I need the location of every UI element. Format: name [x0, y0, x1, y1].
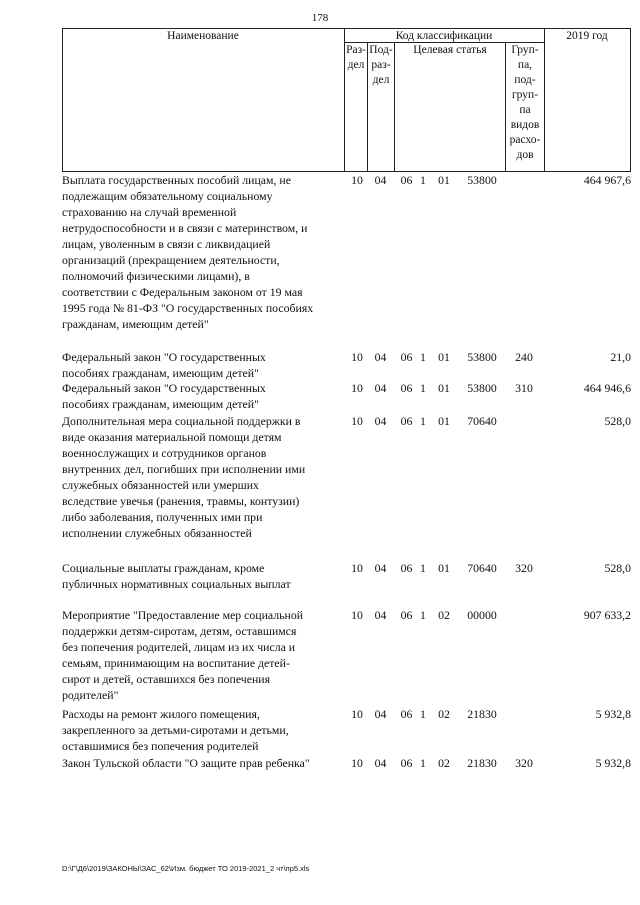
row-amount: 464 967,6 [583, 173, 631, 187]
row-expense-group: 320 [515, 756, 533, 770]
row-name: Социальные выплаты гражданам, кроме публичных нормативных социальных выплат [62, 561, 291, 591]
row-target-subprogram: 1 [420, 756, 426, 770]
row-razdel: 10 [351, 561, 363, 575]
header-target: Целевая статья [413, 44, 487, 56]
row-amount: 5 932,8 [595, 707, 631, 721]
row-target-activity: 02 [438, 707, 450, 721]
row-target-program: 06 [400, 414, 413, 428]
row-target-activity: 01 [438, 350, 450, 364]
row-target-code: 53800 [467, 350, 497, 364]
row-podrazdel: 04 [374, 608, 387, 622]
row-amount: 464 946,6 [583, 381, 631, 395]
row-expense-group: 320 [515, 561, 533, 575]
row-podrazdel: 04 [374, 414, 387, 428]
row-target-code: 70640 [467, 414, 497, 428]
row-podrazdel: 04 [374, 707, 387, 721]
row-target-activity: 01 [438, 381, 450, 395]
row-name: Мероприятие "Предоставление мер социальной поддержки детям-сиротам, детям, оставшимся без попечения родителей, лицам из их числа и семьям, принимающим на воспитание детей- сирот и детей, оставшихся без попечения родителей" [62, 608, 304, 702]
row-expense-group: 240 [515, 350, 533, 364]
row-name: Федеральный закон "О государственных пособиях гражданам, имеющим детей" [62, 381, 266, 411]
row-target-program: 06 [400, 756, 413, 770]
row-target-program: 06 [400, 381, 413, 395]
page-number: 178 [311, 12, 329, 24]
row-target-subprogram: 1 [420, 707, 426, 721]
header-group: Груп- па, под- груп- па видов расхо- дов [509, 44, 541, 161]
row-razdel: 10 [351, 350, 363, 364]
row-name: Дополнительная мера социальной поддержки в виде оказания материальной помощи детям военнослужащих и сотрудников органов внутренних дел, погибших при исполнении ими служебных обязанностей или умерших вследствие увечья (ранения, травмы, контузии) либо заболевания, полученных ими при исполнении служебных обязанностей [62, 414, 306, 540]
row-target-program: 06 [400, 561, 413, 575]
row-amount: 528,0 [604, 414, 631, 428]
row-target-subprogram: 1 [420, 414, 426, 428]
row-target-activity: 01 [438, 173, 450, 187]
header-year: 2019 год [566, 30, 608, 42]
row-target-program: 06 [400, 707, 413, 721]
row-razdel: 10 [351, 414, 363, 428]
header-name: Наименование [167, 30, 239, 42]
header-podrazdel: Под- раз- дел [369, 44, 393, 86]
row-amount: 907 633,2 [583, 608, 631, 622]
row-target-program: 06 [400, 350, 413, 364]
row-target-subprogram: 1 [420, 350, 426, 364]
row-target-subprogram: 1 [420, 381, 426, 395]
row-target-subprogram: 1 [420, 173, 426, 187]
header-razdel: Раз- дел [346, 44, 366, 71]
row-target-code: 21830 [467, 756, 497, 770]
row-podrazdel: 04 [374, 350, 387, 364]
row-razdel: 10 [351, 707, 363, 721]
file-path-footer: D:\Г\Д6\2019\ЗАКОНЫ\ЗАС_62\Изм. бюджет ТО 2019-2021_2 чт\пр5.xls [62, 864, 310, 873]
row-razdel: 10 [351, 173, 363, 187]
row-amount: 21,0 [610, 350, 631, 364]
row-target-program: 06 [400, 173, 413, 187]
row-target-code: 00000 [467, 608, 497, 622]
row-target-subprogram: 1 [420, 608, 426, 622]
row-target-activity: 01 [438, 414, 450, 428]
row-target-code: 53800 [467, 381, 497, 395]
row-target-code: 53800 [467, 173, 497, 187]
row-target-activity: 02 [438, 756, 450, 770]
table-header [62, 28, 631, 171]
header-code-classification: Код классификации [395, 30, 493, 42]
row-razdel: 10 [351, 756, 363, 770]
row-name: Закон Тульской области "О защите прав ребенка" [62, 756, 310, 770]
row-name: Выплата государственных пособий лицам, не подлежащим обязательному социальному страхованию на случай временной нетрудоспособности и в связи с материнством, и лицам, уволенным в связи с ликвидацией организаций (прекращением деятельности, полномочий физическими лицами), в соответствии с Федеральным законом от 19 мая 1995 года № 81-ФЗ "О государственных пособиях гражданам, имеющим детей" [62, 173, 314, 331]
row-razdel: 10 [351, 608, 363, 622]
row-target-code: 21830 [467, 707, 497, 721]
row-name: Федеральный закон "О государственных пособиях гражданам, имеющим детей" [62, 350, 266, 380]
row-target-activity: 02 [438, 608, 450, 622]
row-target-program: 06 [400, 608, 413, 622]
row-amount: 5 932,8 [595, 756, 631, 770]
row-target-subprogram: 1 [420, 561, 426, 575]
row-podrazdel: 04 [374, 173, 387, 187]
row-target-code: 70640 [467, 561, 497, 575]
row-amount: 528,0 [604, 561, 631, 575]
row-name: Расходы на ремонт жилого помещения, закрепленного за детьми-сиротами и детьми, оставшимися без попечения родителей [62, 707, 289, 753]
row-podrazdel: 04 [374, 756, 387, 770]
row-podrazdel: 04 [374, 561, 387, 575]
row-razdel: 10 [351, 381, 363, 395]
row-podrazdel: 04 [374, 381, 387, 395]
row-expense-group: 310 [515, 381, 533, 395]
row-target-activity: 01 [438, 561, 450, 575]
